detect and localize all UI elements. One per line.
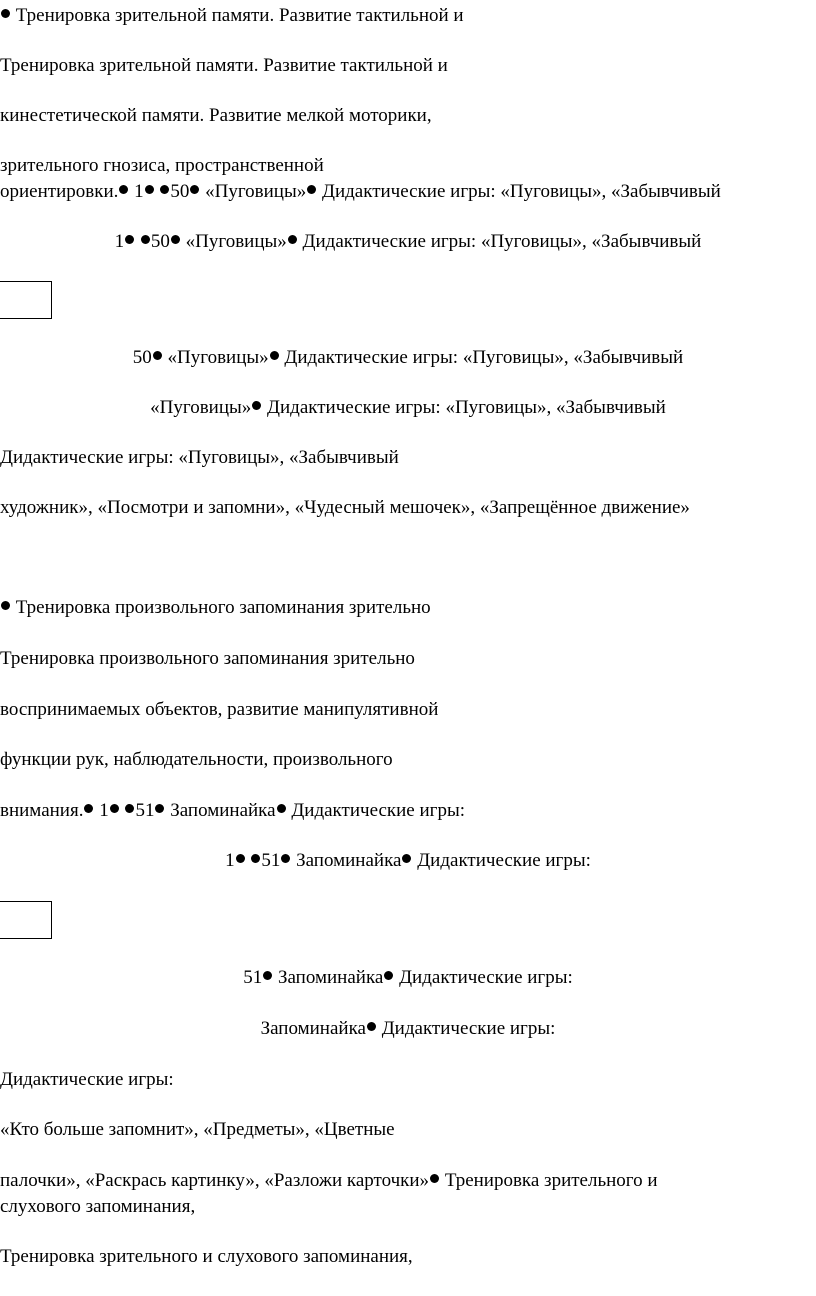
bullet-icon [270, 351, 279, 360]
bullet-icon [263, 971, 272, 980]
bullet-icon [119, 185, 128, 194]
bullet-icon [236, 854, 245, 863]
bullet-icon [307, 185, 316, 194]
bullet-icon [402, 854, 411, 863]
text-line: слухового запоминания, [0, 1196, 196, 1217]
text-line: воспринимаемых объектов, развитие манипулятивной [0, 699, 439, 720]
bullet-icon [277, 804, 286, 813]
text-line: функции рук, наблюдательности, произвольного [0, 749, 393, 770]
text-line: «Кто больше запомнит», «Предметы», «Цветные [0, 1119, 395, 1140]
text-line: Дидактические игры: [0, 1069, 174, 1090]
bullet-icon [160, 185, 169, 194]
bullet-icon [125, 235, 134, 244]
bullet-icon [125, 804, 134, 813]
text-line: Тренировка произвольного запоминания зрительно [0, 648, 415, 669]
text-line: 1 51 Запоминайка Дидактические игры: [225, 850, 591, 871]
bullet-icon [384, 971, 393, 980]
text-line: кинестетической памяти. Развитие мелкой моторики, [0, 105, 432, 126]
bullet-icon [84, 804, 93, 813]
text-line: Тренировка зрительного и слухового запоминания, [0, 1246, 413, 1267]
text-line: «Пуговицы» Дидактические игры: «Пуговицы», «Забывчивый [150, 397, 666, 418]
bullet-icon [1, 601, 10, 610]
text-line: 50 «Пуговицы» Дидактические игры: «Пуговицы», «Забывчивый [132, 347, 684, 368]
text-line: 51 Запоминайка Дидактические игры: [243, 967, 573, 988]
bullet-icon [252, 401, 261, 410]
text-line: зрительного гнозиса, пространственной [0, 155, 324, 176]
text-line: Тренировка произвольного запоминания зрительно [0, 597, 431, 619]
bullet-icon [145, 185, 154, 194]
bullet-icon [367, 1022, 376, 1031]
empty-box [0, 901, 52, 939]
text-line: внимания. 1 51 Запоминайка Дидактические игры: [0, 800, 465, 821]
text-line: ориентировки. 1 50 «Пуговицы» Дидактические игры: «Пуговицы», «Забывчивый [0, 181, 721, 202]
bullet-icon [155, 804, 164, 813]
bullet-icon [153, 351, 162, 360]
text-line: Тренировка зрительной памяти. Развитие тактильной и [0, 5, 464, 27]
text-line: палочки», «Раскрась картинку», «Разложи карточки» Тренировка зрительного и [0, 1170, 658, 1191]
bullet-icon [171, 235, 180, 244]
bullet-icon [251, 854, 260, 863]
text-line: художник», «Посмотри и запомни», «Чудесный мешочек», «Запрещённое движение» [0, 497, 690, 518]
bullet-icon [110, 804, 119, 813]
empty-box [0, 281, 52, 319]
bullet-icon [288, 235, 297, 244]
bullet-icon [141, 235, 150, 244]
bullet-icon [430, 1174, 439, 1183]
bullet-icon [190, 185, 199, 194]
text-line: 1 50 «Пуговицы» Дидактические игры: «Пуговицы», «Забывчивый [114, 231, 702, 252]
text-line: Запоминайка Дидактические игры: [260, 1018, 556, 1039]
text-line: Дидактические игры: «Пуговицы», «Забывчивый [0, 447, 399, 468]
bullet-icon [1, 9, 10, 18]
bullet-icon [281, 854, 290, 863]
text-line: Тренировка зрительной памяти. Развитие тактильной и [0, 55, 448, 76]
